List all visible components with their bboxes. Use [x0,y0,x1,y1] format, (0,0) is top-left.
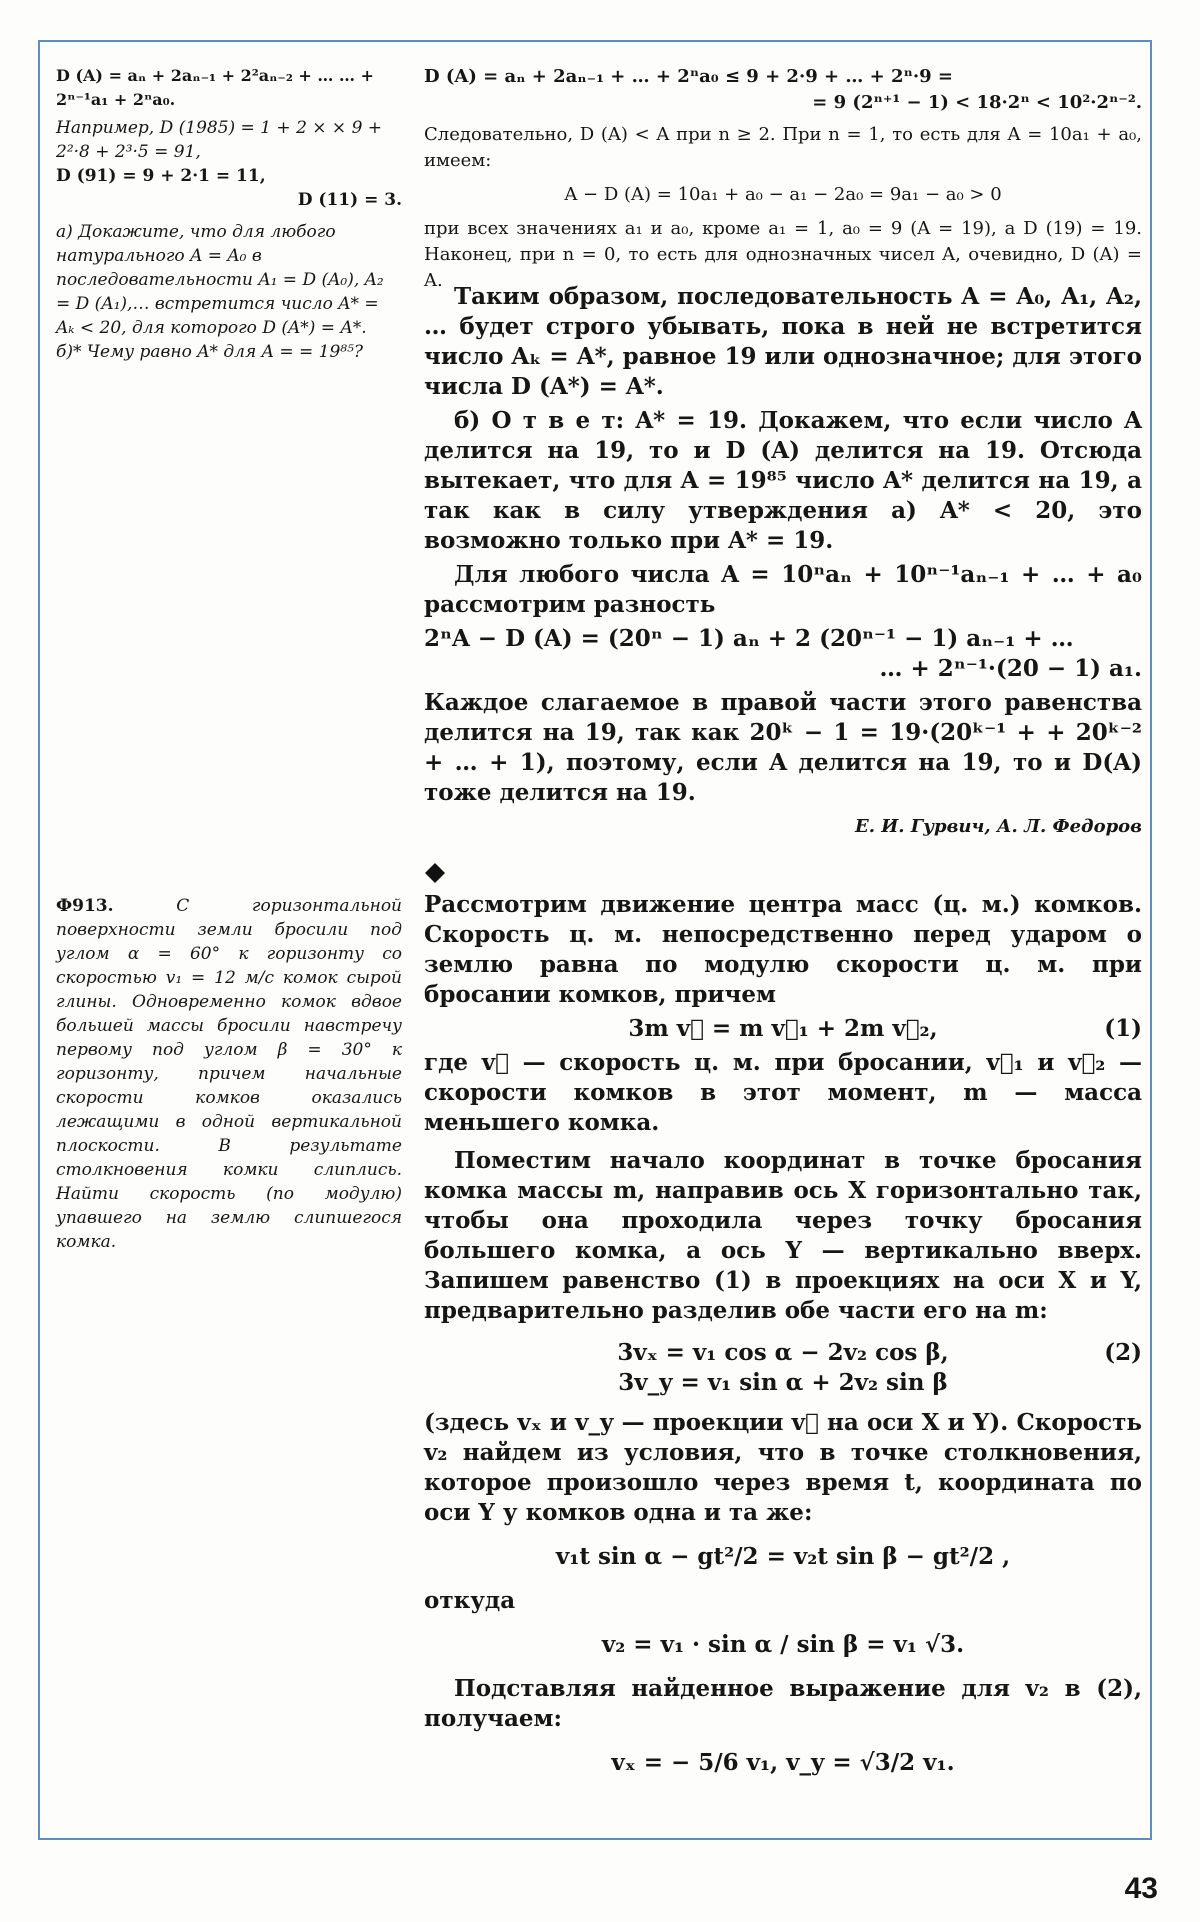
values-text: при всех значениях a₁ и a₀, кроме a₁ = 1, a₀ = 9 (A = 19), а D (19) = 19. Наконец, при n = 0, то есть для однозначных чисел A, очевидно, D (A) = A. [424,218,1142,291]
solution-p1: Рассмотрим движение центра масс (ц. м.) комков. Скорость ц. м. непосредственно перед ударом о землю равна по модулю скорости ц. м. при бросании комков, причем [424,891,1142,1008]
paragraph-answer: б) О т в е т: A* = 19. Докажем, что если число A делится на 19, то и D (A) делится на 19. Отсюда вытекает, что для A = 19⁸⁵ число A* делится на 19, а так как в силу утверждения а) A* < 20, это возможно только при A* = 19. [424,407,1142,554]
problem-text: С горизонтальной поверхности земли бросили под углом α = 60° к горизонту со скоростью v₁ = 12 м/с комок сырой глины. Одновременно комок вдвое большей массы бросили навстречу первому под углом β = 30° к горизонту, причем начальные скорости комков оказались лежащими в одной вертикальной плоскости. В результате столкновения комки слиплись. Найти скорость (по модулю) упавшего на землю слипшегося комка. [56,896,402,1252]
solution-p2: где v⃗ — скорость ц. м. при бросании, v⃗₁ и v⃗₂ — скорости комков в этот момент, m — масса меньшего комка. [424,1049,1142,1136]
example-line-3: D (11) = 3. [297,190,402,210]
ineq-line-2: = 9 (2ⁿ⁺¹ − 1) < 18·2ⁿ < 10²·2ⁿ⁻². [812,92,1142,113]
solution-p6: Подставляя найденное выражение для v₂ в (2), получаем: [424,1675,1142,1732]
solution-p3: Поместим начало координат в точке бросания комка массы m, направив ось X горизонтально так, чтобы она проходила через точку бросания большего комка, а ось Y — вертикально вверх. Запишем равенство (1) в проекциях на оси X и Y, предварительно разделив обе части его на m: [424,1147,1142,1324]
problem-f913 [56,894,402,1254]
formula-definition: D (A) = aₙ + 2aₙ₋₁ + 2²aₙ₋₂ + … … + 2ⁿ⁻¹a₁ + 2ⁿa₀. [56,66,374,109]
paragraph-divisible: Каждое слагаемое в правой части этого равенства делится на 19, так как 20ᵏ − 1 = 19·(20ᵏ⁻¹ + + 20ᵏ⁻² + … + 1), поэтому, если A делится на 19, то и D(A) тоже делится на 19. [424,689,1142,806]
ineq-line-1: D (A) = aₙ + 2aₙ₋₁ + … + 2ⁿa₀ ≤ 9 + 2·9 + … + 2ⁿ·9 = [424,66,953,87]
equation-5: vₓ = − 5/6 v₁, v_y = √3/2 v₁. [611,1749,955,1776]
equation-4: v₂ = v₁ · sin α / sin β = v₁ √3. [601,1631,965,1658]
solution-p5: откуда [424,1587,516,1614]
diamond-icon [424,862,446,884]
solution-top-big [424,282,1142,842]
equation-2 [424,1338,1142,1398]
difference-line-1: 2ⁿA − D (A) = (20ⁿ − 1) aₙ + 2 (20ⁿ⁻¹ − 1) aₙ₋₁ + … [424,625,1074,652]
equation-1 [424,1014,1142,1044]
problem-statement-left [56,64,402,364]
authors-signature: Е. И. Гурвич, А. Л. Федоров [855,816,1142,837]
equation-1-number: (1) [1104,1015,1142,1042]
page-number: 43 [1124,1872,1158,1905]
difference-formula: A − D (A) = 10a₁ + a₀ − a₁ − 2a₀ = 9a₁ − a₀ > 0 [564,184,1002,205]
task-b: б)* Чему равно A* для A = = 19⁸⁵? [56,342,364,362]
equation-2b: 3v_y = v₁ sin α + 2v₂ sin β [618,1369,948,1396]
consequence-text: Следовательно, D (A) < A при n ≥ 2. При n = 1, то есть для A = 10a₁ + a₀, имеем: [424,124,1142,171]
task-a: а) Докажите, что для любого натурального A = A₀ в последовательности A₁ = D (A₀), A₂ = D (A₁),… встретится число A* = Aₖ < 20, для которого D (A*) = A*. [56,222,384,338]
equation-2a: 3vₓ = v₁ cos α − 2v₂ cos β, [617,1339,949,1366]
example-line-2: D (91) = 9 + 2·1 = 11, [56,166,266,186]
paragraph-consider: Для любого числа A = 10ⁿaₙ + 10ⁿ⁻¹aₙ₋₁ + … + a₀ рассмотрим разность [424,561,1142,618]
equation-2-number: (2) [1104,1339,1142,1366]
problem-label: Ф913. [56,896,114,916]
example-line-1: Например, D (1985) = 1 + 2 × × 9 + 2²·8 + 2³·5 = 91, [56,118,383,162]
solution-top-small [424,64,1142,294]
paragraph-sequence: Таким образом, последовательность A = A₀, A₁, A₂, … будет строго убывать, пока в ней не встретится число Aₖ = A*, равное 19 или однозначное; для этого числа D (A*) = A*. [424,283,1142,400]
difference-line-2: … + 2ⁿ⁻¹·(20 − 1) a₁. [879,655,1142,682]
equation-1-body: 3m v⃗ = m v⃗₁ + 2m v⃗₂, [628,1015,938,1042]
solution-p4: (здесь vₓ и v_y — проекции v⃗ на оси X и Y). Скорость v₂ найдем из условия, что в точке столкновения, которое произошло через время t, координата по оси Y у комков одна и та же: [424,1409,1142,1526]
equation-3: v₁t sin α − gt²/2 = v₂t sin β − gt²/2 , [555,1543,1011,1570]
solution-f913 [424,890,1142,1792]
